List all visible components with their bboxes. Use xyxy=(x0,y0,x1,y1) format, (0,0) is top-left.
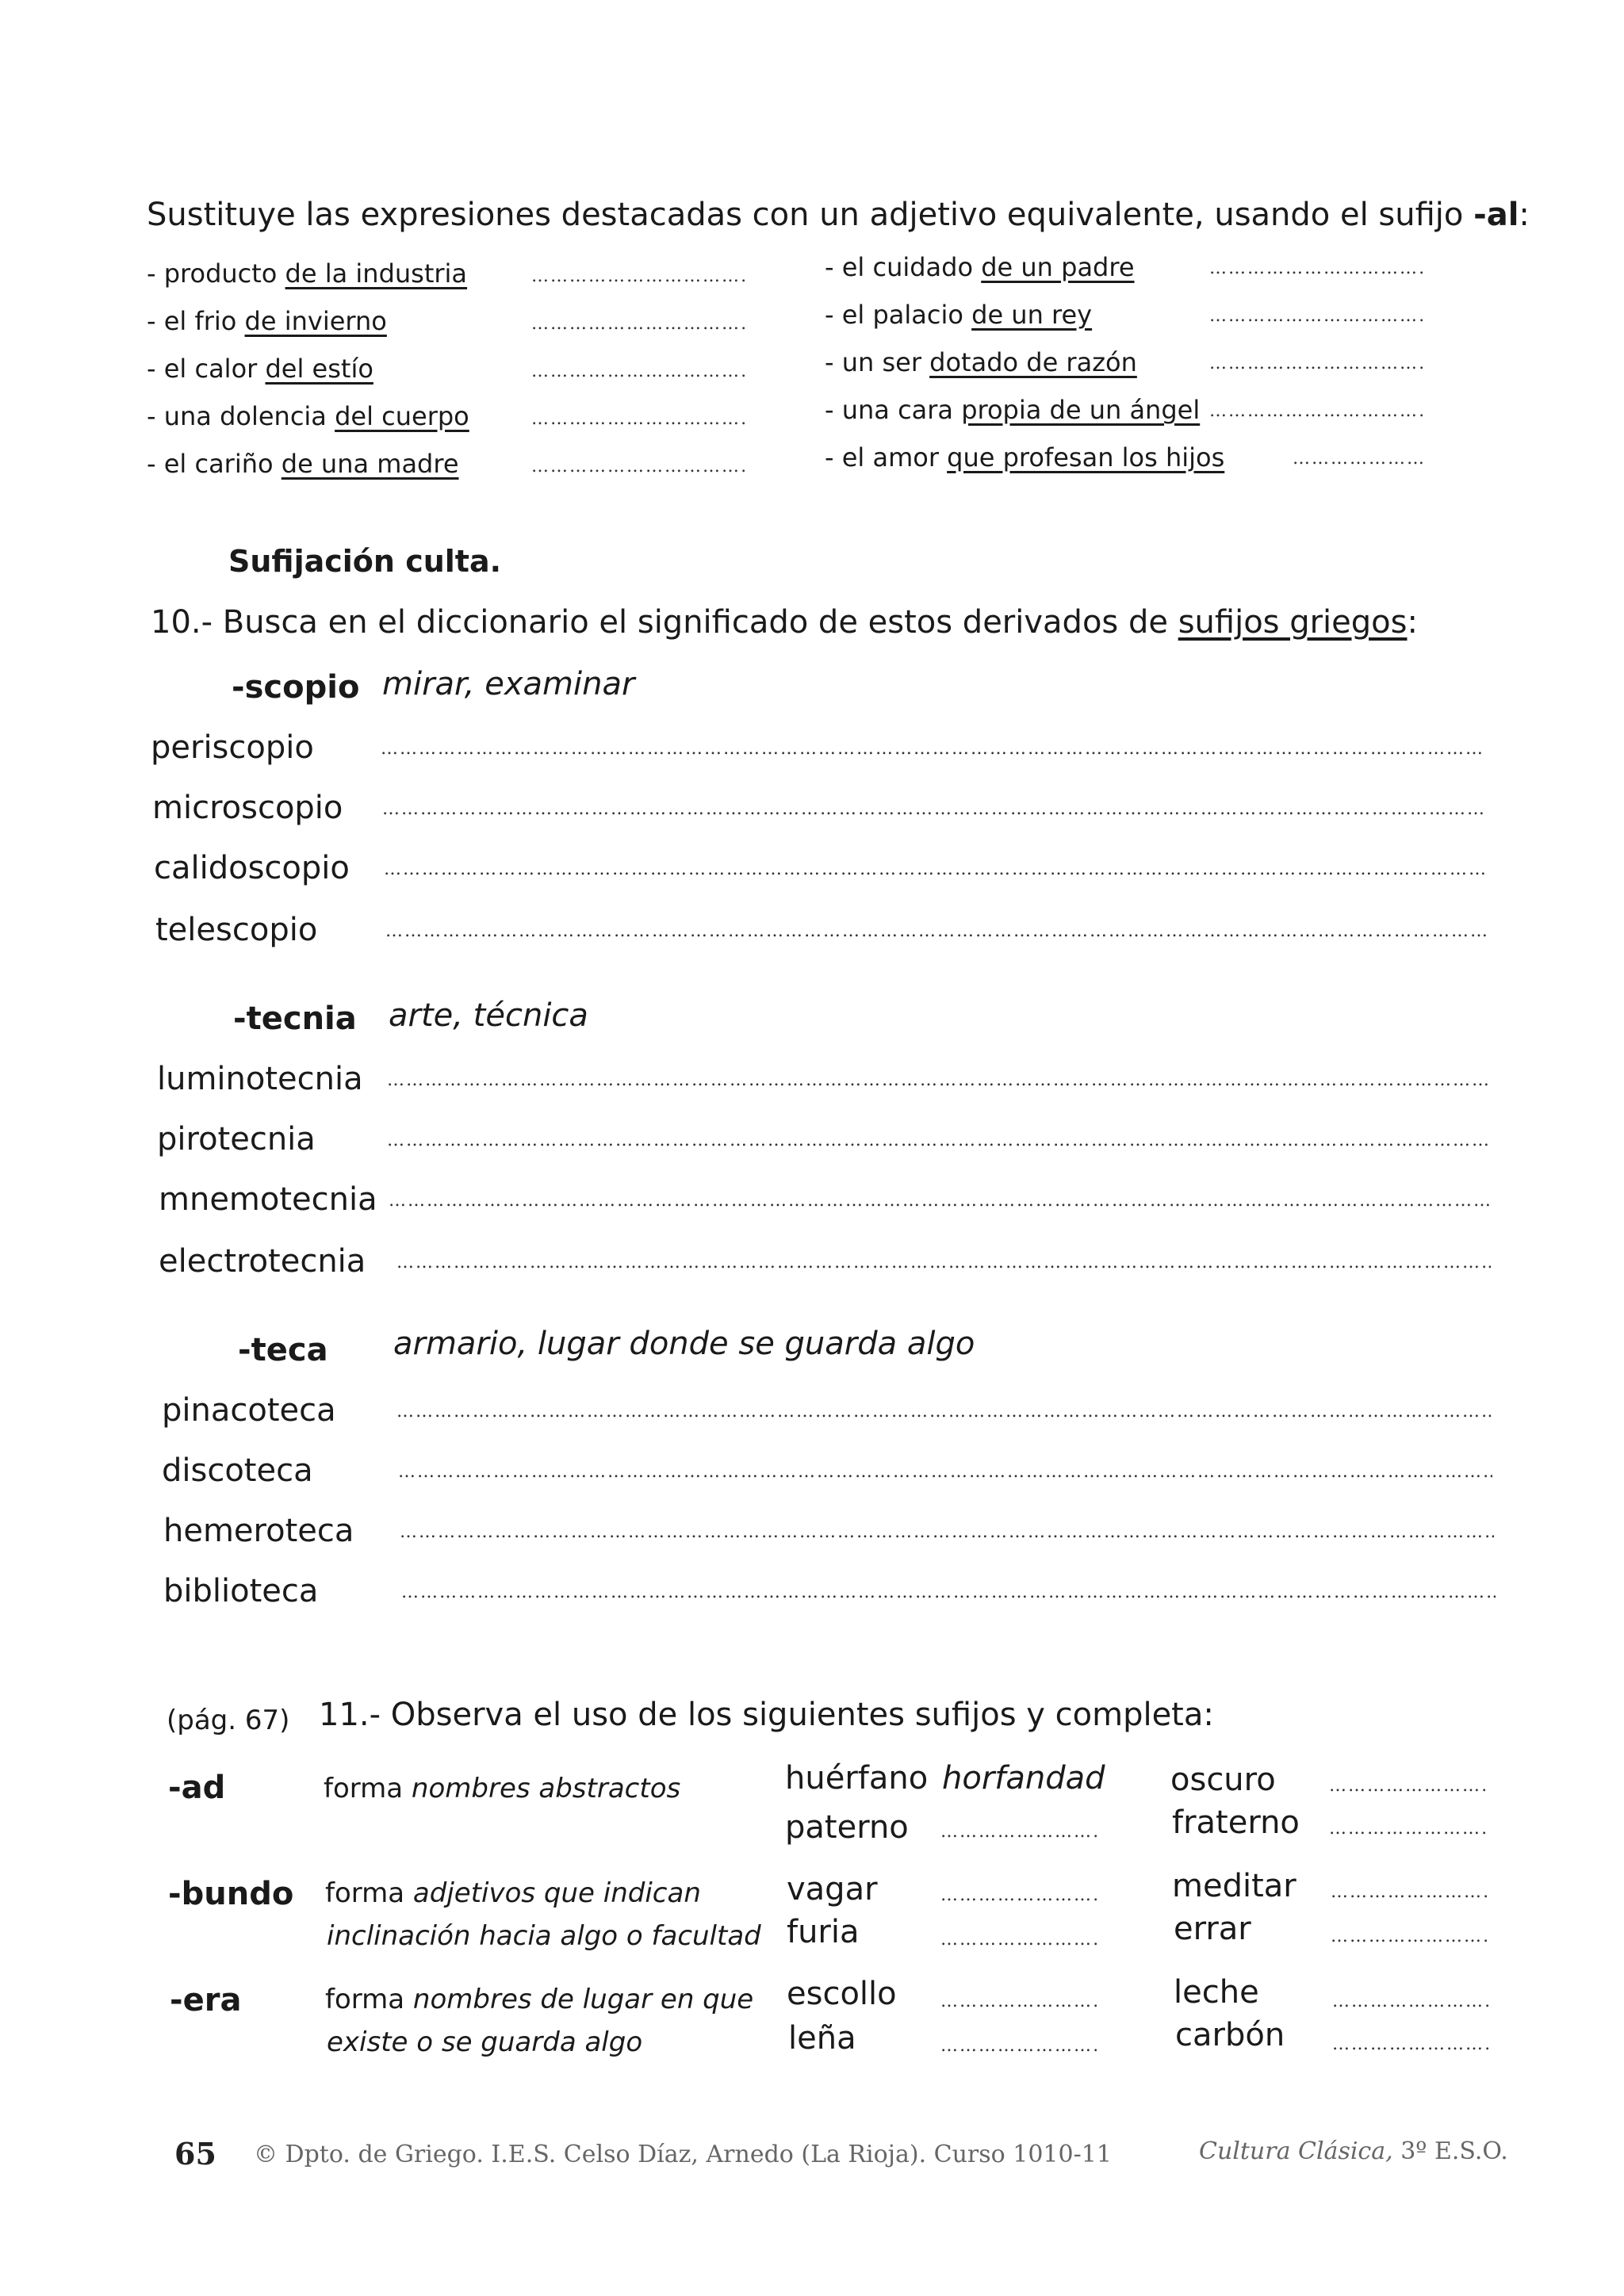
derivative-blank[interactable] xyxy=(940,1885,1099,1905)
suffix-description: forma nombres abstractos xyxy=(324,1773,681,1804)
ex9-answer-blank[interactable] xyxy=(531,457,745,476)
derived-word: discoteca xyxy=(162,1452,313,1489)
base-word: furia xyxy=(787,1914,860,1950)
suffix-description: forma adjetivos que indican xyxy=(325,1877,701,1909)
ex9-answer-blank[interactable] xyxy=(1209,401,1423,421)
base-word: fraterno xyxy=(1172,1804,1300,1841)
derivative-blank[interactable] xyxy=(1329,1776,1488,1796)
ex9-left-item: - el frio de invierno xyxy=(147,306,387,336)
base-word: oscuro xyxy=(1170,1762,1276,1798)
example-answer: horfandad xyxy=(942,1760,1105,1797)
suffix-meaning: armario, lugar donde se guarda algo xyxy=(393,1326,975,1362)
derived-word: microscopio xyxy=(152,790,343,826)
derived-word: pirotecnia xyxy=(157,1121,316,1158)
suffix-teca: -teca xyxy=(238,1332,328,1368)
derivative-blank[interactable] xyxy=(1332,2034,1491,2054)
ex9-instruction xyxy=(147,197,1530,233)
suffix-meaning: mirar, examinar xyxy=(382,666,635,702)
derived-word: biblioteca xyxy=(163,1573,319,1609)
suffix-description: forma nombres de lugar en que xyxy=(325,1984,754,2015)
base-word: paterno xyxy=(785,1809,909,1846)
ex9-answer-blank[interactable] xyxy=(531,266,745,286)
derivative-blank[interactable] xyxy=(940,1822,1099,1842)
ex9-answer-blank[interactable] xyxy=(1209,306,1423,326)
ex10-highlight: sufijos griegos xyxy=(1178,604,1408,641)
suffix-era: -era xyxy=(170,1982,242,2019)
ex9-instruction-text: Sustituye las expresiones destacadas con un adjetivo equivalente, usando el sufijo xyxy=(147,197,1474,233)
ex9-right-item: - una cara propia de un ángel xyxy=(825,395,1201,425)
suffix-description-line2: existe o se guarda algo xyxy=(327,2026,643,2058)
derived-word: periscopio xyxy=(151,729,314,766)
definition-blank[interactable] xyxy=(387,1070,1489,1090)
derived-word: hemeroteca xyxy=(163,1513,354,1549)
ex10-instruction: 10.- Busca en el diccionario el significado de estos derivados de sufijos griegos: xyxy=(151,604,1418,641)
base-word: vagar xyxy=(787,1871,878,1908)
base-word: leña xyxy=(788,2020,856,2057)
definition-blank[interactable] xyxy=(401,1582,1496,1602)
derivative-blank[interactable] xyxy=(1331,1927,1489,1946)
definition-blank[interactable] xyxy=(398,1462,1492,1482)
ex9-suffix-al: -al xyxy=(1473,197,1519,233)
definition-blank[interactable] xyxy=(396,1253,1491,1272)
ex9-left-item: - producto de la industria xyxy=(147,258,468,289)
ex9-answer-blank[interactable] xyxy=(1293,449,1427,469)
derived-word: calidoscopio xyxy=(154,850,350,886)
derivative-blank[interactable] xyxy=(940,1930,1099,1950)
ex9-answer-blank[interactable] xyxy=(531,314,745,334)
ex9-left-item: - el calor del estío xyxy=(147,354,373,384)
definition-blank[interactable] xyxy=(396,1402,1491,1422)
footer-course: Cultura Clásica, 3º E.S.O. xyxy=(1199,2137,1508,2165)
base-word: huérfano xyxy=(785,1760,929,1797)
ex9-right-item: - el amor que profesan los hijos xyxy=(825,442,1225,473)
definition-blank[interactable] xyxy=(384,859,1486,879)
ex9-answer-blank[interactable] xyxy=(1209,258,1423,278)
ex9-right-item: - el cuidado de un padre xyxy=(825,252,1135,282)
ex9-instruction-colon: : xyxy=(1519,197,1530,233)
derivative-blank[interactable] xyxy=(940,2036,1099,2056)
derived-word: electrotecnia xyxy=(159,1243,366,1280)
ex9-left-item: - el cariño de una madre xyxy=(147,449,459,479)
ex9-answer-blank[interactable] xyxy=(531,409,745,429)
derivative-blank[interactable] xyxy=(1329,1819,1488,1839)
definition-blank[interactable] xyxy=(400,1522,1494,1542)
base-word: leche xyxy=(1174,1974,1259,2011)
definition-blank[interactable] xyxy=(387,1131,1489,1150)
definition-blank[interactable] xyxy=(381,739,1483,759)
suffix-bundo: -bundo xyxy=(168,1876,294,1912)
ex11-instruction: 11.- Observa el uso de los siguientes sufijos y completa: xyxy=(319,1697,1214,1733)
ex9-answer-blank[interactable] xyxy=(1209,354,1423,373)
suffix-ad: -ad xyxy=(168,1770,226,1806)
ex9-right-item: - un ser dotado de razón xyxy=(825,347,1137,377)
suffix-description-line2: inclinación hacia algo o facultad xyxy=(327,1920,761,1952)
page-number: 65 xyxy=(174,2136,216,2172)
base-word: meditar xyxy=(1172,1868,1297,1904)
derived-word: telescopio xyxy=(155,912,318,948)
derived-word: pinacoteca xyxy=(162,1392,336,1429)
derivative-blank[interactable] xyxy=(1332,1992,1491,2011)
ex9-answer-blank[interactable] xyxy=(531,362,745,381)
definition-blank[interactable] xyxy=(382,799,1484,819)
ex9-left-item: - una dolencia del cuerpo xyxy=(147,401,469,431)
ex9-right-item: - el palacio de un rey xyxy=(825,300,1093,330)
suffix-scopio: -scopio xyxy=(232,669,360,706)
derived-word: mnemotecnia xyxy=(159,1181,377,1218)
derivative-blank[interactable] xyxy=(940,1992,1099,2011)
base-word: escollo xyxy=(787,1976,897,2012)
derived-word: luminotecnia xyxy=(157,1061,363,1097)
derivative-blank[interactable] xyxy=(1331,1882,1489,1902)
suffix-tecnia: -tecnia xyxy=(233,1001,357,1037)
definition-blank[interactable] xyxy=(389,1191,1491,1211)
footer-credit: © Dpto. de Griego. I.E.S. Celso Díaz, Arnedo (La Rioja). Curso 1010-11 xyxy=(254,2141,1112,2168)
section-title: Sufijación culta. xyxy=(228,544,502,579)
definition-blank[interactable] xyxy=(385,921,1488,941)
base-word: carbón xyxy=(1175,2017,1285,2053)
suffix-meaning: arte, técnica xyxy=(389,997,588,1034)
page-reference: (pág. 67) xyxy=(167,1705,290,1736)
base-word: errar xyxy=(1174,1911,1251,1947)
